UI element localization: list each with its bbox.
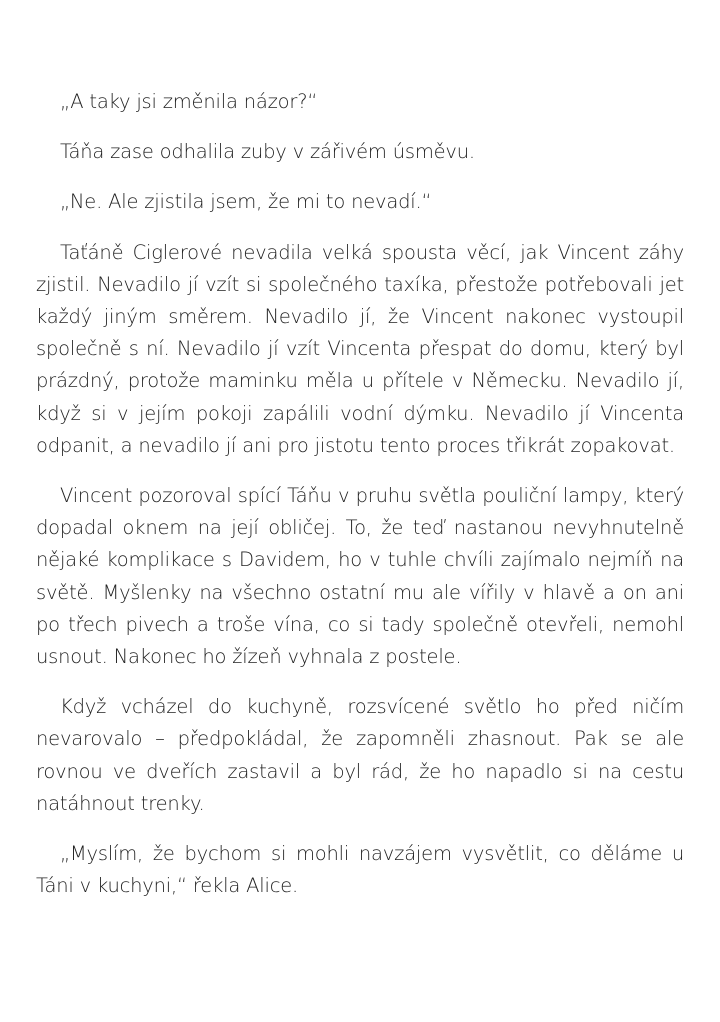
paragraph-3: „Ne. Ale zjistila jsem, že mi to nevadí.“ (60, 190, 432, 214)
paragraph-5: Vincent pozoroval spící Táňu v pruhu světla pouliční lampy, který dopadal oknem na její obličej. To, že teď nastanou nevyhnutelně nějaké komplikace s Davidem, ho v tuhle chvíli zajímalo nejmíň na světě. Myšlenky na všechno ostatní mu ale vířily v hlavě a on ani po třech pivech a troše vína, co si tady společně otevřeli, nemohl usnout. Nakonec ho žízeň vyhnala z postele. (36, 484, 684, 669)
book-page (36, 86, 684, 920)
paragraph-4: Taťáně Ciglerové nevadila velká spousta věcí, jak Vincent záhy zjistil. Nevadilo jí vzít si společného taxíka, přestože potřebovali jet každý jiným směrem. Nevadilo jí, že Vincent nakonec vystoupil společně s ní. Nevadilo jí vzít Vincenta přespat do domu, který byl prázdný, protože maminku měla u přítele v Německu. Nevadilo jí, když si v jejím pokoji zapálili vodní dýmku. Nevadilo jí Vincenta odpanit, a nevadilo jí ani pro jistotu tento proces třikrát zopakovat. (36, 240, 684, 457)
paragraph-6: Když vcházel do kuchyně, rozsvícené světlo ho před ničím nevarovalo – předpokládal, že zapomněli zhasnout. Pak se ale rovnou ve dveřích zastavil a byl rád, že ho napadlo si na cestu natáhnout trenky. (36, 695, 684, 815)
paragraph-7: „Myslím, že bychom si mohli navzájem vysvětlit, co děláme u Táni v kuchyni,“ řekla Alice. (36, 842, 684, 898)
paragraph-2: Táňa zase odhalila zuby v zářivém úsměvu. (60, 140, 475, 164)
paragraph-1: „A taky jsi změnila názor?“ (60, 90, 318, 113)
